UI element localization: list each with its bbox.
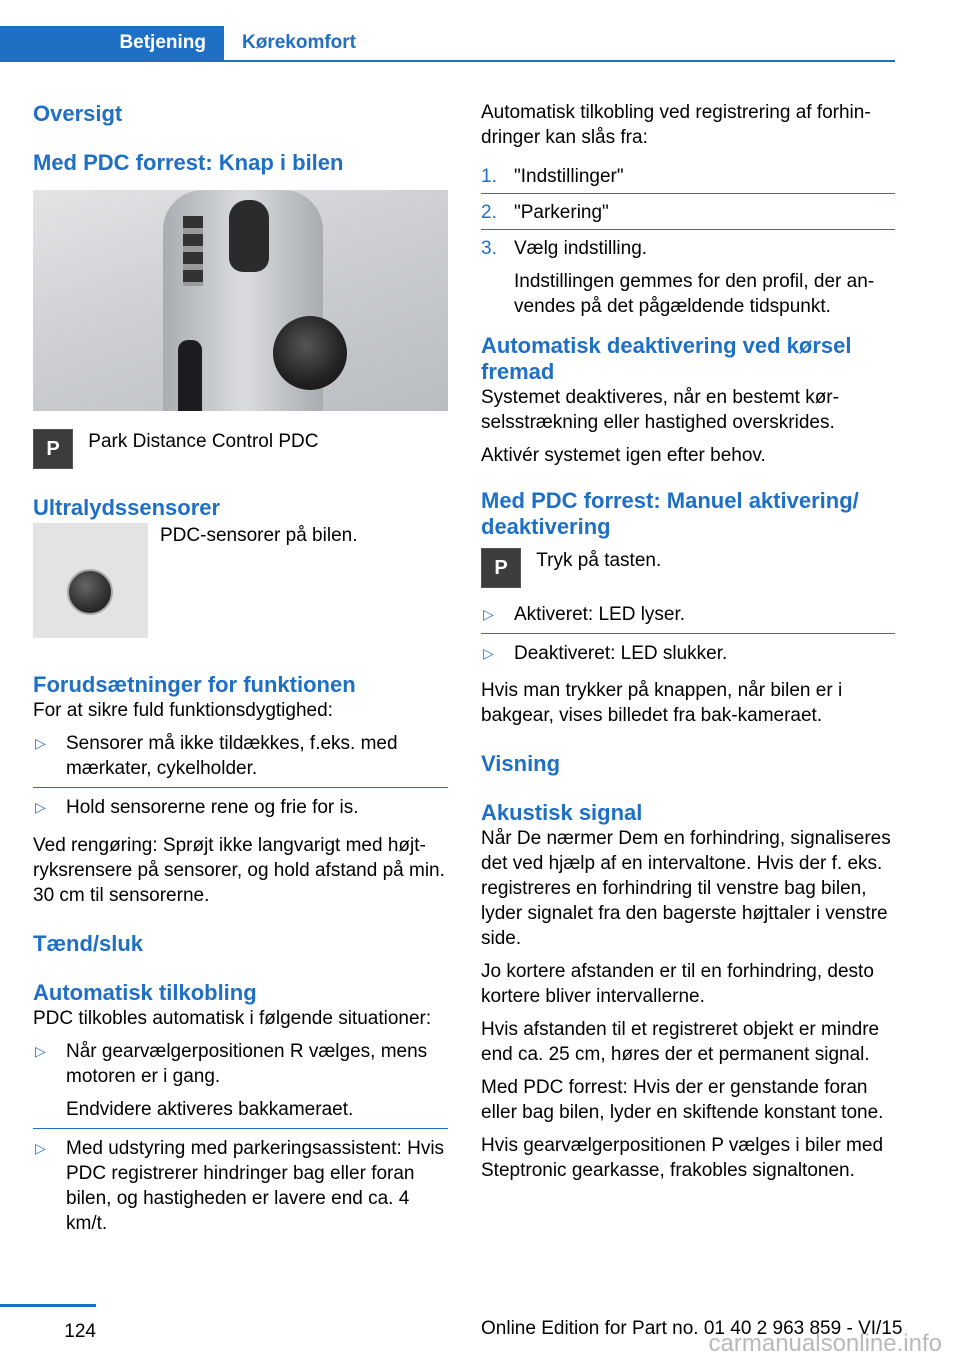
- heading-pdc-knap: Med PDC forrest: Knap i bilen: [33, 150, 344, 175]
- triangle-bullet-icon: ▷: [483, 606, 494, 622]
- settings-steps: [481, 164, 895, 323]
- header-rule: [0, 60, 895, 62]
- auto-deakt-p2: Aktivér systemet igen efter behov.: [481, 445, 766, 466]
- chapter-header: [0, 26, 895, 62]
- triangle-bullet-icon: ▷: [483, 645, 494, 661]
- triangle-bullet-icon: ▷: [35, 735, 46, 751]
- list-item-text: Når gearvælgerpositionen R vælges, mens motoren er i gang.: [66, 1041, 428, 1087]
- heading-forudsaetninger: Forudsætninger for funktionen: [33, 672, 356, 697]
- sensor-block: [33, 523, 448, 646]
- pdc-icon-caption: Park Distance Control PDC: [88, 431, 319, 452]
- parking-brake: [178, 340, 202, 411]
- pdc-button-icon: P: [481, 548, 521, 588]
- rengoring-text: Ved rengøring: Sprøjt ikke langvarigt med højtryksrensere på sensorer, og hold afstand på min. 30 cm til sensorerne.: [33, 835, 445, 906]
- heading-oversigt: Oversigt: [33, 101, 123, 126]
- pdc-icon-row: [33, 429, 448, 469]
- auto-off-intro: Automatisk tilkobling ved registrering af forhindringer kan slås fra:: [481, 102, 871, 148]
- pdc-icon: P: [33, 429, 73, 469]
- akustisk-p1: Når De nærmer Dem en forhindring, signaliseres det ved hjælp af en intervaltone. Hvis der f. eks. registreres en forhindring til venstre bag bilen, lyder signalet fra den bagerste højttaler i venstre side.: [481, 828, 891, 949]
- triangle-bullet-icon: ▷: [35, 1140, 46, 1156]
- heading-auto-deakt: Automatisk deaktivering ved kørsel fremad: [481, 333, 852, 384]
- heading-akustisk: Akustisk signal: [481, 800, 643, 825]
- step-item: [481, 164, 895, 194]
- heading-taend-sluk: Tænd/sluk: [33, 931, 144, 956]
- heading-ultralyd: Ultralydssensorer: [33, 495, 221, 520]
- list-item-text: Med udstyring med parkeringsassistent: Hvis PDC registrerer hindringer bag eller foran bilen, og hastigheden er lavere end ca. 4 km/t.: [66, 1138, 445, 1234]
- step-text: "Indstillinger": [514, 166, 624, 187]
- triangle-bullet-icon: ▷: [35, 799, 46, 815]
- list-item-text: Aktiveret: LED lyser.: [514, 604, 686, 625]
- page-number-block: [0, 1304, 96, 1342]
- tab-betjening[interactable]: [0, 26, 224, 62]
- sensor-text: PDC-sensorer på bilen.: [160, 525, 358, 546]
- list-item: [481, 641, 895, 672]
- console-photo: [33, 190, 448, 411]
- manuel-text: Tryk på tasten.: [536, 550, 662, 571]
- sensor-photo: [33, 523, 148, 638]
- manuel-row: [481, 548, 895, 592]
- step-number: 2.: [481, 202, 497, 223]
- list-item-text: Deaktiveret: LED slukker.: [514, 643, 728, 664]
- step-text: "Parkering": [514, 202, 609, 223]
- heading-manuel: Med PDC forrest: Manuel aktivering/ deaktivering: [481, 488, 859, 539]
- idrive-controller: [273, 316, 347, 390]
- list-item: [33, 1136, 448, 1242]
- step-number: 3.: [481, 238, 497, 259]
- sensor-icon: [67, 569, 113, 615]
- akustisk-p5: Hvis gearvælgerpositionen P vælges i biler med Steptronic gearkasse, frakobles signaltonen.: [481, 1135, 884, 1181]
- list-item-text: Hold sensorerne rene og frie for is.: [66, 797, 359, 818]
- bak-text: Hvis man trykker på knappen, når bilen er i bakgear, vises billedet fra bak-kameraet.: [481, 680, 843, 726]
- list-item: [481, 602, 895, 634]
- forudsaet-intro: For at sikre fuld funktionsdygtighed:: [33, 700, 333, 721]
- left-column: [33, 100, 448, 1249]
- step-item: [481, 236, 895, 323]
- page-number: 124: [64, 1321, 96, 1342]
- step-text: Vælg indstilling.: [514, 238, 648, 259]
- triangle-bullet-icon: ▷: [35, 1043, 46, 1059]
- list-item-text: Sensorer må ikke tildækkes, f.eks. med mærkater, cykelholder.: [66, 733, 398, 779]
- gear-selector: [229, 200, 269, 272]
- list-item-sub: Endvidere aktiveres bakkameraet.: [66, 1099, 354, 1120]
- list-item: [33, 795, 448, 826]
- step-number: 1.: [481, 166, 497, 187]
- tab-betjening-label: Betjening: [119, 32, 206, 53]
- akustisk-p2: Jo kortere afstanden er til en forhindring, desto kortere bliver intervallerne.: [481, 961, 874, 1007]
- led-list: [481, 602, 895, 672]
- watermark: carmanualsonline.info: [708, 1330, 942, 1357]
- step-sub: Indstillingen gemmes for den profil, der anvendes på det pågældende tidspunkt.: [514, 271, 875, 317]
- tab-korekomfort[interactable]: Kørekomfort: [242, 32, 357, 53]
- heading-auto-tilkobling: Automatisk tilkobling: [33, 980, 257, 1005]
- akustisk-p4: Med PDC forrest: Hvis der er genstande foran eller bag bilen, lyder en skiftende konstant tone.: [481, 1077, 884, 1123]
- heading-visning: Visning: [481, 751, 561, 776]
- console-buttons: [183, 216, 203, 286]
- step-item: [481, 200, 895, 230]
- forudsaet-list: [33, 731, 448, 826]
- auto-deakt-p1: Systemet deaktiveres, når en bestemt kørselsstrækning eller hastighed overskrides.: [481, 387, 839, 433]
- auto-tilk-intro: PDC tilkobles automatisk i følgende situationer:: [33, 1008, 432, 1029]
- list-item: [33, 1039, 448, 1129]
- akustisk-p3: Hvis afstanden til et registreret objekt er mindre end ca. 25 cm, høres der et permanent signal.: [481, 1019, 880, 1065]
- auto-tilk-list: [33, 1039, 448, 1242]
- list-item: [33, 731, 448, 788]
- right-column: [481, 100, 895, 1191]
- edition-text: Online Edition for Part no. 01 40 2 963 859 - VI/15: [481, 1318, 903, 1339]
